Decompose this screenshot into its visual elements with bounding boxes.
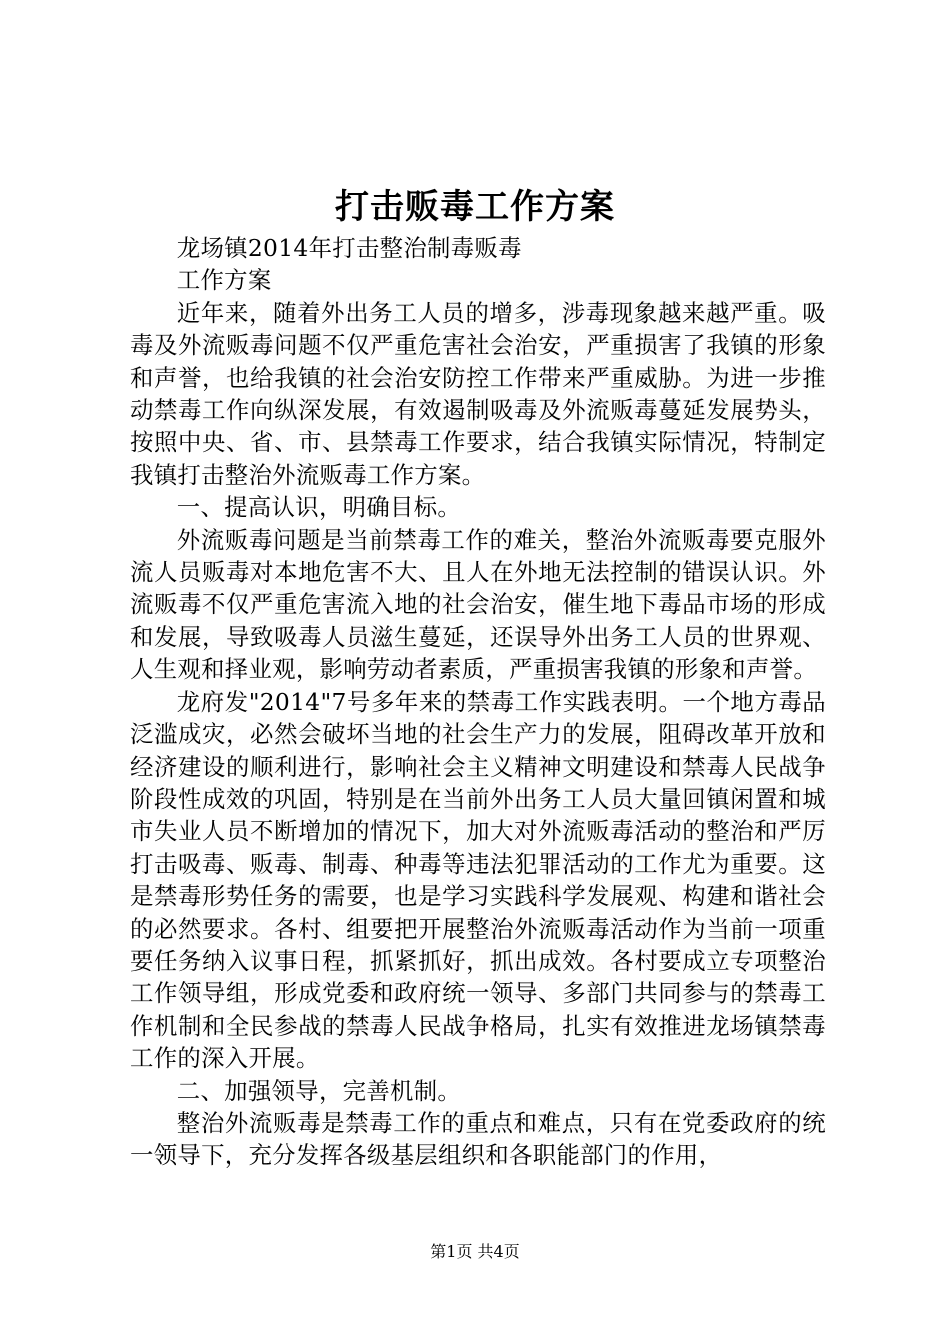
document-body: [130, 232, 826, 1172]
page-footer: 第1页 共4页: [430, 1242, 520, 1261]
paragraph-intro: 近年来，随着外出务工人员的增多，涉毒现象越来越严重。吸毒及外流贩毒问题不仅严重危害社会治安，严重损害了我镇的形象和声誉，也给我镇的社会治安防控工作带来严重威胁。为进一步推动禁毒工作向纵深发展，有效遏制吸毒及外流贩毒蔓延发展势头，按照中央、省、市、县禁毒工作要求，结合我镇实际情况，特制定我镇打击整治外流贩毒工作方案。: [130, 298, 826, 489]
subtitle-line-1: 龙场镇2014年打击整治制毒贩毒: [176, 234, 522, 262]
paragraph-section-2: 整治外流贩毒是禁毒工作的重点和难点，只有在党委政府的统一领导下，充分发挥各级基层组织和各职能部门的作用，: [130, 1108, 826, 1170]
subtitle-line-2: 工作方案: [176, 266, 272, 295]
paragraph-section-1-cont: 龙府发"2014"7号多年来的禁毒工作实践表明。一个地方毒品泛滥成灾，必然会破坏当地的社会生产力的发展，阻碍改革开放和经济建设的顺利进行，影响社会主义精神文明建设和禁毒人民战争阶段性成效的巩固，特别是在当前外出务工人员大量回镇闲置和城市失业人员不断增加的情况下，加大对外流贩毒活动的整治和严厉打击吸毒、贩毒、制毒、种毒等违法犯罪活动的工作尤为重要。这是禁毒形势任务的需要，也是学习实践科学发展观、构建和谐社会的必然要求。各村、组要把开展整治外流贩毒活动作为当前一项重要任务纳入议事日程，抓紧抓好，抓出成效。各村要成立专项整治工作领导组，形成党委和政府统一领导、多部门共同参与的禁毒工作机制和全民参战的禁毒人民战争格局，扎实有效推进龙场镇禁毒工作的深入开展。: [130, 687, 826, 1073]
section-heading-1: 一、提高认识，明确目标。: [176, 493, 462, 522]
paragraph-section-1: 外流贩毒问题是当前禁毒工作的难关，整治外流贩毒要克服外流人员贩毒对本地危害不大、且人在外地无法控制的错误认识。外流贩毒不仅严重危害流入地的社会治安，催生地下毒品市场的形成和发展，导致吸毒人员滋生蔓延，还误导外出务工人员的世界观、人生观和择业观，影响劳动者素质，严重损害我镇的形象和声誉。: [130, 525, 826, 684]
section-heading-2: 二、加强领导，完善机制。: [176, 1076, 462, 1105]
document-title: 打击贩毒工作方案: [335, 187, 615, 227]
